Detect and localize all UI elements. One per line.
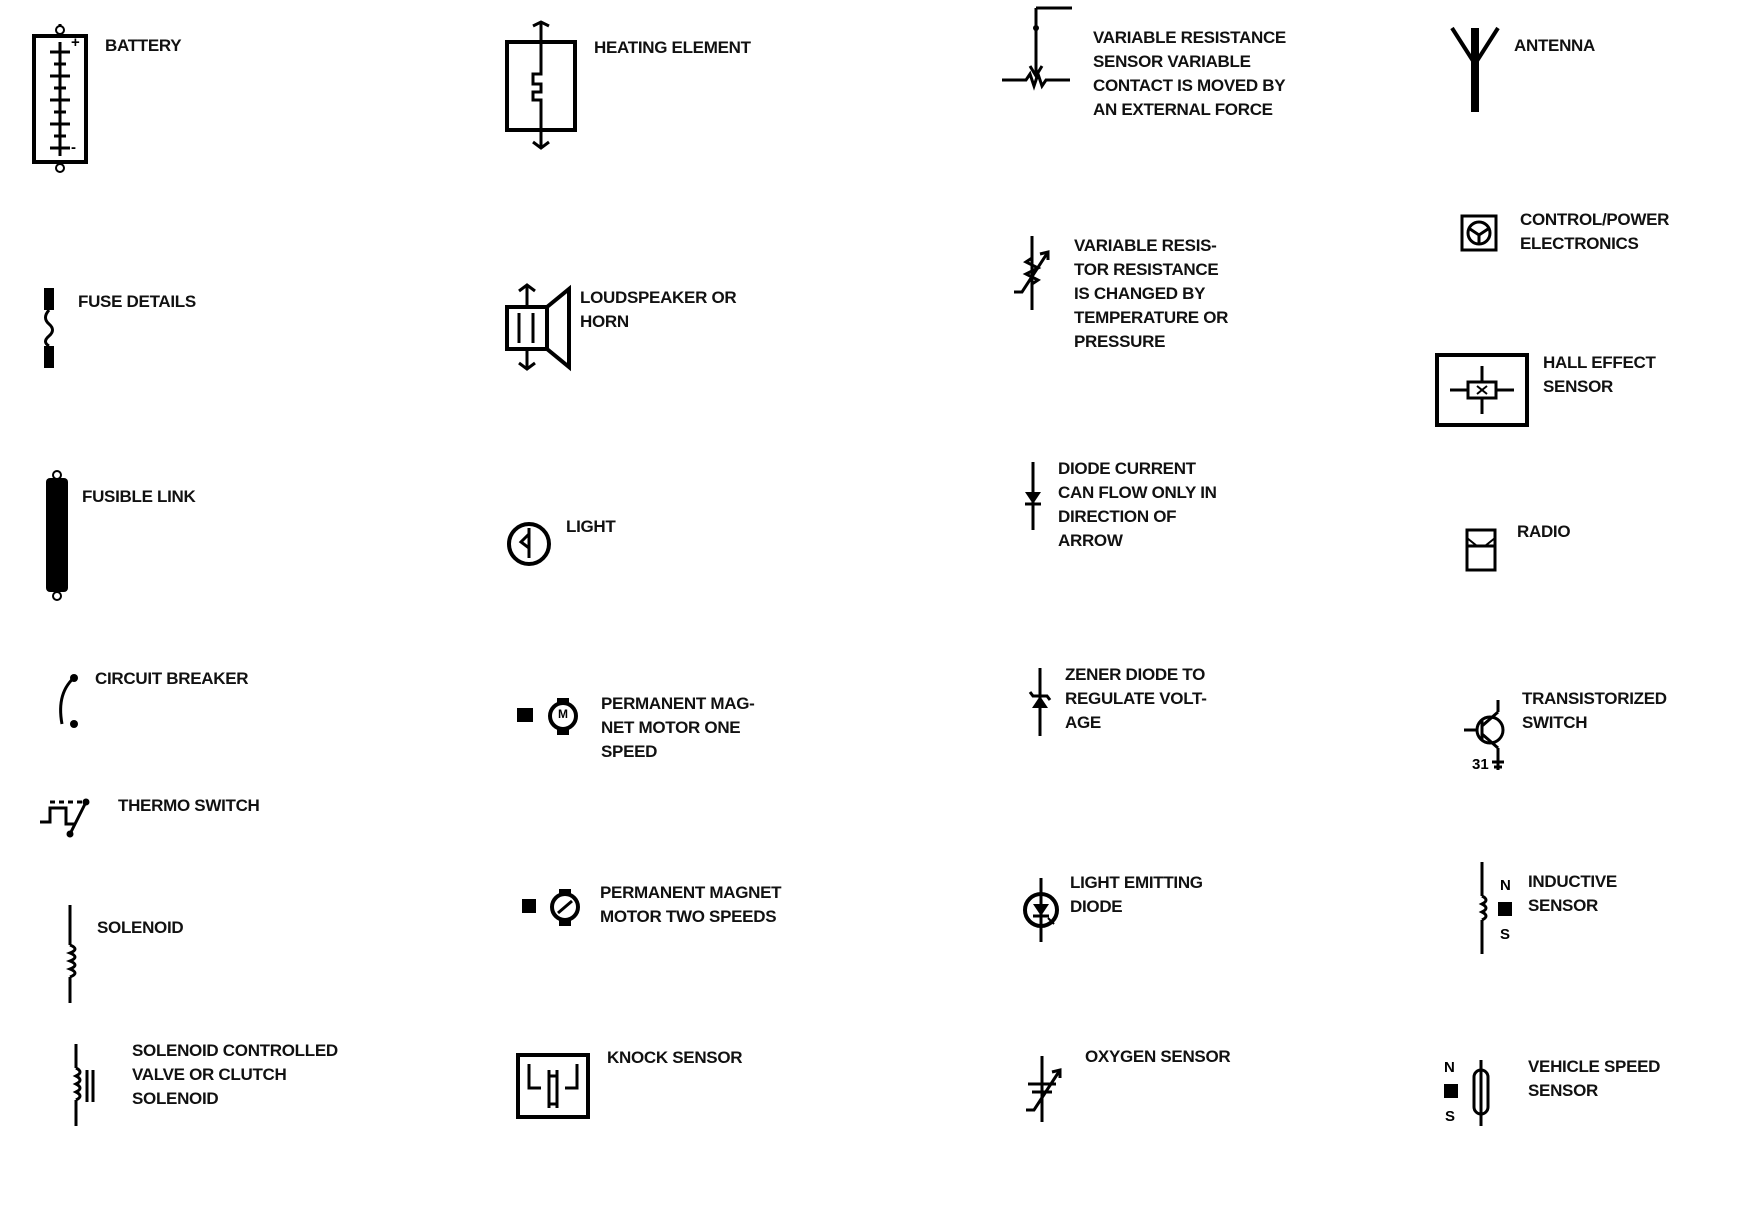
pm-motor-one-speed-label: PERMANENT MAG- NET MOTOR ONE SPEED bbox=[601, 694, 755, 761]
motor-letter: M bbox=[558, 707, 568, 721]
heating-element-icon bbox=[503, 22, 579, 150]
transistor-terminal-mark: 31 bbox=[1472, 756, 1489, 773]
diode-label: DIODE CURRENT CAN FLOW ONLY IN DIRECTION OF ARROW bbox=[1058, 459, 1217, 550]
battery-minus-mark: - bbox=[71, 139, 76, 156]
vehicle-speed-sensor-icon bbox=[1440, 1058, 1496, 1128]
knock-sensor-label: KNOCK SENSOR bbox=[607, 1048, 743, 1067]
inductive-sensor-icon bbox=[1476, 862, 1516, 954]
variable-resistance-sensor-label: VARIABLE RESISTANCE SENSOR VARIABLE CONTACT IS MOVED BY AN EXTERNAL FORCE bbox=[1093, 28, 1286, 119]
control-electronics-icon bbox=[1460, 214, 1498, 252]
circuit-breaker-icon bbox=[56, 672, 86, 732]
diode-icon bbox=[1022, 462, 1044, 530]
inductive-sensor-label: INDUCTIVE SENSOR bbox=[1528, 872, 1617, 915]
light-bulb-icon bbox=[505, 520, 553, 568]
knock-sensor-icon bbox=[515, 1052, 591, 1120]
transistor-switch-label: TRANSISTORIZED SWITCH bbox=[1522, 689, 1667, 732]
inductive-north-mark: N bbox=[1500, 877, 1511, 894]
battery-icon bbox=[28, 24, 98, 174]
thermo-switch-label: THERMO SWITCH bbox=[118, 796, 260, 815]
radio-label: RADIO bbox=[1517, 522, 1571, 541]
circuit-breaker-label: CIRCUIT BREAKER bbox=[95, 669, 249, 688]
antenna-icon bbox=[1450, 24, 1500, 114]
battery-label: BATTERY bbox=[105, 36, 182, 55]
vehicle-speed-sensor-label: VEHICLE SPEED SENSOR bbox=[1528, 1057, 1661, 1100]
oxygen-sensor-icon bbox=[1022, 1056, 1068, 1122]
fuse-label: FUSE DETAILS bbox=[78, 292, 196, 311]
antenna-label: ANTENNA bbox=[1514, 36, 1596, 55]
pm-motor-two-speeds-icon bbox=[520, 887, 584, 929]
variable-resistance-sensor-icon bbox=[1000, 4, 1076, 88]
vss-north-mark: N bbox=[1444, 1059, 1455, 1076]
heating-element-label: HEATING ELEMENT bbox=[594, 38, 751, 57]
fusible-link-label: FUSIBLE LINK bbox=[82, 487, 196, 506]
oxygen-sensor-label: OXYGEN SENSOR bbox=[1085, 1047, 1231, 1066]
fusible-link-icon bbox=[44, 470, 70, 602]
loudspeaker-label: LOUDSPEAKER OR HORN bbox=[580, 288, 737, 331]
hall-sensor-label: HALL EFFECT SENSOR bbox=[1543, 353, 1656, 396]
loudspeaker-icon bbox=[503, 285, 573, 371]
variable-resistor-icon bbox=[1012, 236, 1062, 310]
solenoid-icon bbox=[64, 905, 84, 1003]
zener-diode-icon bbox=[1028, 668, 1052, 736]
light-label: LIGHT bbox=[566, 517, 616, 536]
pm-motor-two-speeds-label: PERMANENT MAGNET MOTOR TWO SPEEDS bbox=[600, 883, 782, 926]
solenoid-valve-label: SOLENOID CONTROLLED VALVE OR CLUTCH SOLENOID bbox=[132, 1041, 338, 1108]
solenoid-valve-icon bbox=[70, 1044, 100, 1126]
vss-south-mark: S bbox=[1445, 1108, 1456, 1125]
hall-sensor-icon bbox=[1434, 352, 1530, 428]
led-icon bbox=[1020, 878, 1064, 942]
radio-icon bbox=[1465, 528, 1497, 572]
transistor-switch-icon bbox=[1462, 700, 1512, 776]
thermo-switch-icon bbox=[38, 796, 94, 840]
pm-motor-one-speed-icon bbox=[515, 696, 581, 738]
control-electronics-label: CONTROL/POWER ELECTRONICS bbox=[1520, 210, 1670, 253]
zener-diode-label: ZENER DIODE TO REGULATE VOLT- AGE bbox=[1065, 665, 1207, 732]
variable-resistor-label: VARIABLE RESIS- TOR RESISTANCE IS CHANGED BY TEMPERATURE OR PRESSURE bbox=[1074, 236, 1229, 351]
fuse-icon bbox=[40, 288, 60, 368]
solenoid-label: SOLENOID bbox=[97, 918, 184, 937]
battery-plus-mark: + bbox=[71, 34, 80, 51]
inductive-south-mark: S bbox=[1500, 926, 1511, 943]
led-label: LIGHT EMITTING DIODE bbox=[1070, 873, 1203, 916]
